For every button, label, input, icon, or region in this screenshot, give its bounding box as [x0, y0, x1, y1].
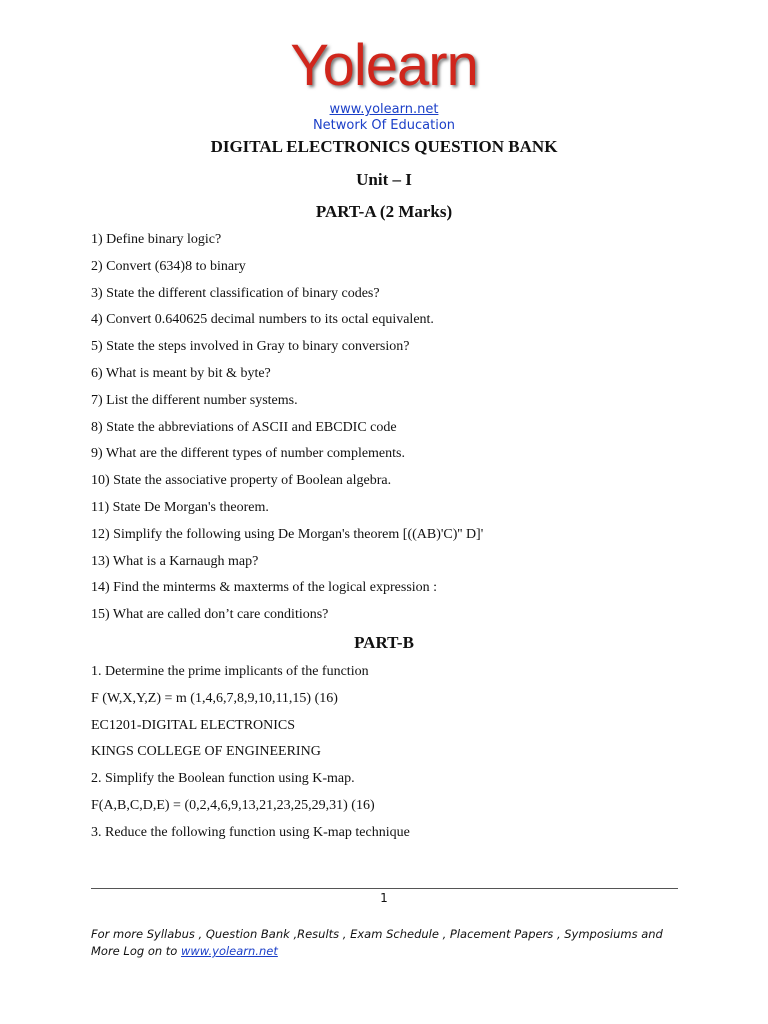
question-item: 14) Find the minterms & maxterms of the logical expression : [91, 580, 438, 596]
footer-note [91, 926, 681, 960]
part-b-line: 1. Determine the prime implicants of the function [91, 664, 369, 679]
footer-divider [91, 888, 678, 889]
question-item: 3) State the different classification of binary codes? [91, 285, 380, 301]
tagline: Network Of Education [312, 118, 456, 133]
question-item: 13) What is a Karnaugh map? [91, 553, 259, 569]
part-b-line: KINGS COLLEGE OF ENGINEERING [91, 744, 321, 760]
part-b-line: 3. Reduce the following function using K-map technique [91, 824, 410, 840]
page-header [0, 34, 768, 134]
question-item: 4) Convert 0.640625 decimal numbers to its octal equivalent. [91, 312, 434, 328]
question-item: 1) Define binary logic? [91, 232, 222, 247]
question-item: 9) What are the different types of number complements. [91, 446, 405, 462]
part-b-question-list [91, 662, 410, 850]
part-a-question-list [91, 230, 483, 632]
document-title: DIGITAL ELECTRONICS QUESTION BANK [210, 137, 558, 156]
part-a-heading: PART-A (2 Marks) [315, 202, 453, 221]
page-number: 1 [380, 891, 388, 905]
question-item: 2) Convert (634)8 to binary [91, 258, 246, 274]
question-item: 7) List the different number systems. [91, 392, 298, 408]
unit-heading: Unit – I [356, 170, 412, 189]
question-item: 8) State the abbreviations of ASCII and EBCDIC code [91, 419, 397, 435]
part-b-line: 2. Simplify the Boolean function using K-map. [91, 771, 355, 787]
site-url-link[interactable]: www.yolearn.net [329, 102, 439, 117]
part-b-line: EC1201-DIGITAL ELECTRONICS [91, 717, 296, 733]
question-item: 11) State De Morgan's theorem. [91, 499, 269, 515]
yolearn-logo: Yolearn [290, 33, 478, 98]
question-item: 10) State the associative property of Boolean algebra. [91, 473, 392, 489]
question-item: 6) What is meant by bit & byte? [91, 365, 271, 381]
footer-link[interactable]: www.yolearn.net [181, 944, 278, 958]
question-item: 12) Simplify the following using De Morgan's theorem [((AB)'C)'' D]' [91, 526, 484, 542]
part-b-line: F (W,X,Y,Z) = m (1,4,6,7,8,9,10,11,15) (16) [91, 690, 338, 706]
footer-text: For more Syllabus , Question Bank ,Results , Exam Schedule , Placement Papers , Symposiums and More Log on to [91, 927, 663, 958]
part-b-line: F(A,B,C,D,E) = (0,2,4,6,9,13,21,23,25,29,31) (16) [91, 797, 375, 813]
question-item: 5) State the steps involved in Gray to binary conversion? [91, 339, 410, 355]
question-item: 15) What are called don’t care conditions? [91, 607, 329, 623]
part-b-heading: PART-B [354, 633, 414, 652]
